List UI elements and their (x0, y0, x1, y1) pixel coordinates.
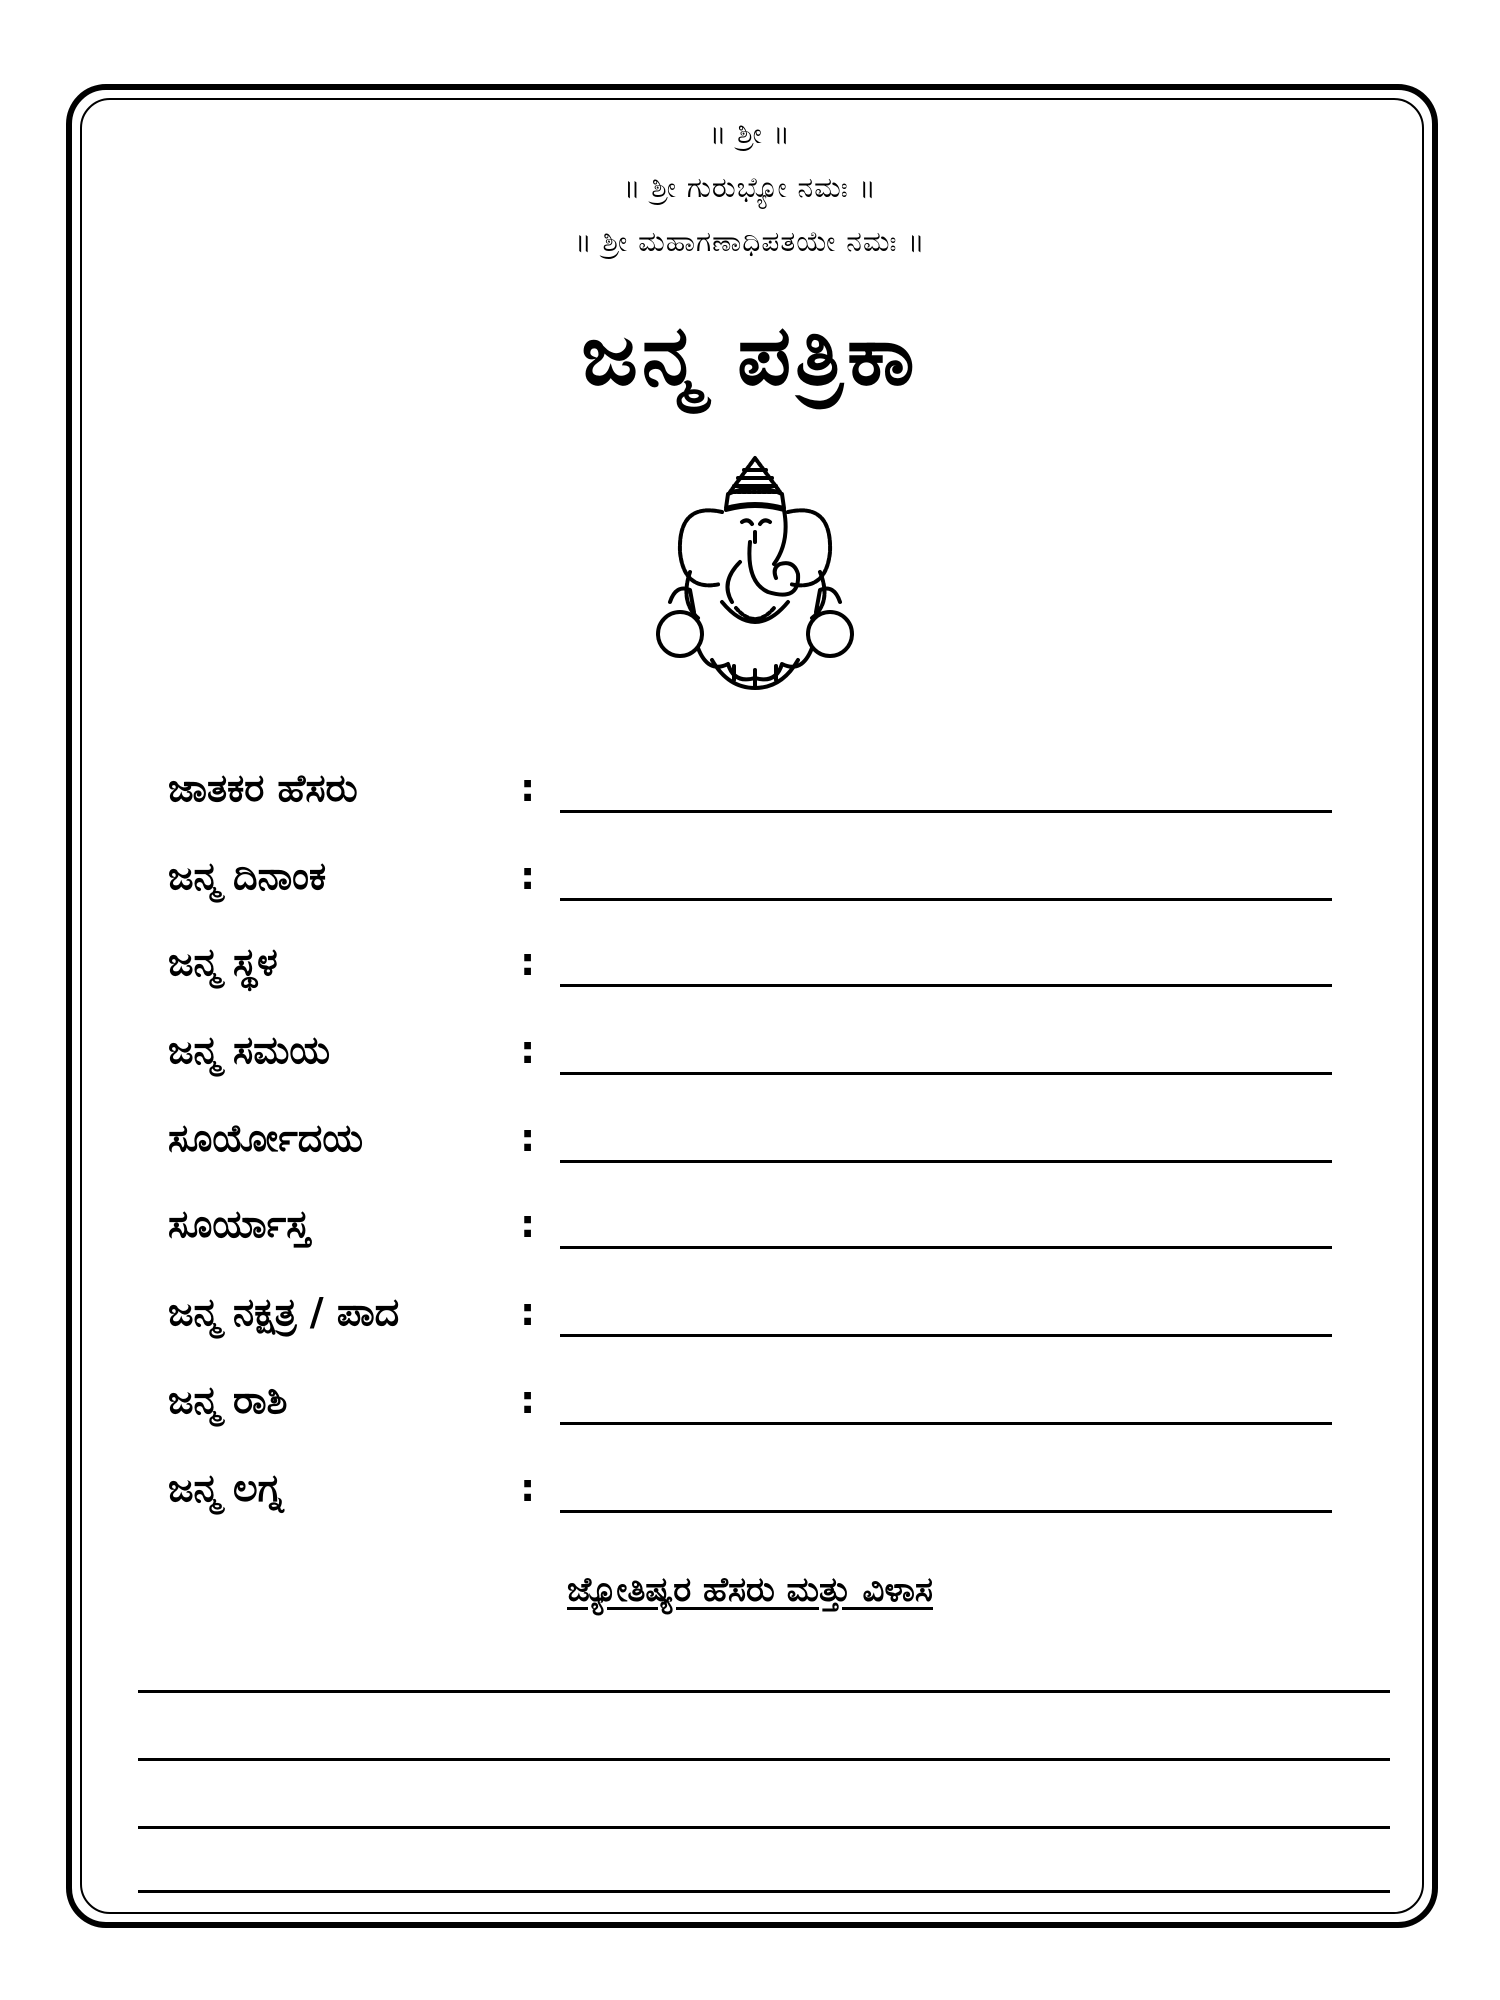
field-blank-line[interactable] (560, 1422, 1332, 1425)
field-colon: : (520, 1290, 536, 1334)
page-title: ಜನ್ಮ ಪತ್ರಿಕಾ (581, 306, 919, 404)
field-row-lagna (168, 1456, 1338, 1516)
field-blank-line[interactable] (560, 810, 1332, 813)
field-label: ಜನ್ಮ ನಕ್ಷತ್ರ / ಪಾದ (168, 1290, 400, 1334)
field-label: ಸೂರ್ಯೋದಯ (168, 1116, 364, 1160)
astrologer-line[interactable] (138, 1826, 1390, 1829)
field-blank-line[interactable] (560, 1160, 1332, 1163)
field-blank-line[interactable] (560, 1510, 1332, 1513)
astrologer-line[interactable] (138, 1758, 1390, 1761)
astrologer-line[interactable] (138, 1890, 1390, 1893)
field-blank-line[interactable] (560, 1072, 1332, 1075)
ganesha-icon (650, 452, 860, 692)
field-colon: : (520, 1028, 536, 1072)
field-blank-line[interactable] (560, 984, 1332, 987)
field-row-birth-time (168, 1018, 1338, 1078)
field-row-nakshatra-pada (168, 1280, 1338, 1340)
field-row-sunrise (168, 1106, 1338, 1166)
field-row-sunset (168, 1192, 1338, 1252)
field-colon: : (520, 1202, 536, 1246)
field-blank-line[interactable] (560, 898, 1332, 901)
field-row-native-name (168, 756, 1338, 816)
field-label: ಜನ್ಮ ಸ್ಥಳ (168, 940, 278, 984)
field-label: ಜನ್ಮ ಸಮಯ (168, 1028, 331, 1072)
field-label: ಸೂರ್ಯಾಸ್ತ (168, 1202, 310, 1246)
field-row-rashi (168, 1368, 1338, 1428)
invocation-guru: ॥ ಶ್ರೀ ಗುರುಭ್ಯೋ ನಮಃ ॥ (623, 171, 877, 204)
field-colon: : (520, 766, 536, 810)
field-label: ಜಾತಕರ ಹೆಸರು (168, 766, 358, 810)
field-label: ಜನ್ಮ ರಾಶಿ (168, 1378, 288, 1422)
field-label: ಜನ್ಮ ದಿನಾಂಕ (168, 854, 327, 898)
field-blank-line[interactable] (560, 1334, 1332, 1337)
field-blank-line[interactable] (560, 1246, 1332, 1249)
astrologer-line[interactable] (138, 1690, 1390, 1693)
field-colon: : (520, 854, 536, 898)
invocation-ganapati: ॥ ಶ್ರೀ ಮಹಾಗಣಾಧಿಪತಯೇ ನಮಃ ॥ (574, 225, 926, 258)
field-colon: : (520, 1378, 536, 1422)
field-colon: : (520, 940, 536, 984)
field-colon: : (520, 1466, 536, 1510)
astrologer-heading: ಜ್ಯೋತಿಷ್ಯರ ಹೆಸರು ಮತ್ತು ವಿಳಾಸ (567, 1570, 933, 1610)
invocation-shri: ॥ ಶ್ರೀ ॥ (709, 117, 791, 150)
field-label: ಜನ್ಮ ಲಗ್ನ (168, 1466, 284, 1510)
field-colon: : (520, 1116, 536, 1160)
field-row-birth-place (168, 930, 1338, 990)
field-row-birth-date (168, 844, 1338, 904)
